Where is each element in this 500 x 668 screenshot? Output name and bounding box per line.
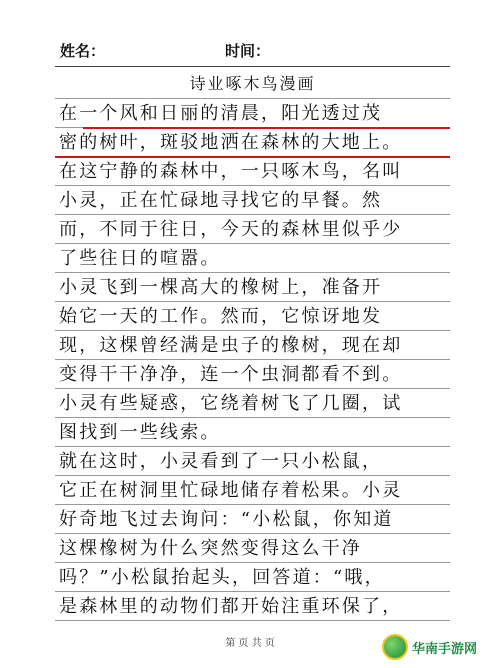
text-line-10: 变得干干净净，连一个虫洞都看不到。 xyxy=(59,364,403,385)
text-line-16: 这棵橡树为什么突然变得这么干净 xyxy=(59,538,362,559)
text-line-9: 现，这棵曾经满是虫子的橡树，现在却 xyxy=(59,335,403,356)
text-line-13: 就在这时，小灵看到了一只小松鼠， xyxy=(59,451,383,472)
watermark-logo-icon xyxy=(382,634,408,660)
header xyxy=(0,40,500,70)
red-underline-1 xyxy=(83,127,450,129)
text-line-17: 吗？”小松鼠抬起头，回答道：“哦， xyxy=(59,567,385,588)
watermark-brand: 华南手游网 xyxy=(412,641,478,657)
red-underline-2 xyxy=(55,156,450,158)
time-label: 时间： xyxy=(225,42,271,60)
header-rule xyxy=(55,66,450,67)
text-line-12: 图找到一些线索。 xyxy=(59,422,221,443)
document-title: 诗业啄木鸟漫画 xyxy=(189,74,316,93)
text-line-1: 在一个风和日丽的清晨，阳光透过茂 xyxy=(59,103,383,124)
text-line-8: 始它一天的工作。然而，它惊讶地发 xyxy=(59,306,383,327)
watermark xyxy=(382,632,492,662)
text-line-6: 了些往日的喧嚣。 xyxy=(59,248,221,269)
text-line-15: 好奇地飞过去询问：“小松鼠，你知道 xyxy=(59,509,394,530)
text-line-14: 它正在树洞里忙碌地储存着松果。小灵 xyxy=(59,480,403,501)
writing-sheet xyxy=(55,72,450,632)
page-footer: 第 页 共 页 xyxy=(225,638,275,649)
text-line-7: 小灵飞到一棵高大的橡树上，准备开 xyxy=(59,277,383,298)
text-line-3: 在这宁静的森林中，一只啄木鸟，名叫 xyxy=(59,161,403,182)
name-label: 姓名： xyxy=(60,42,106,60)
text-line-11: 小灵有些疑惑，它绕着树飞了几圈，试 xyxy=(59,393,403,414)
text-line-4: 小灵，正在忙碌地寻找它的早餐。然 xyxy=(59,190,383,211)
text-line-18: 是森林里的动物们都开始注重环保了， xyxy=(59,596,403,617)
text-line-2: 密的树叶，斑驳地洒在森林的大地上。 xyxy=(59,132,403,153)
text-line-5: 而，不同于往日，今天的森林里似乎少 xyxy=(59,219,403,240)
